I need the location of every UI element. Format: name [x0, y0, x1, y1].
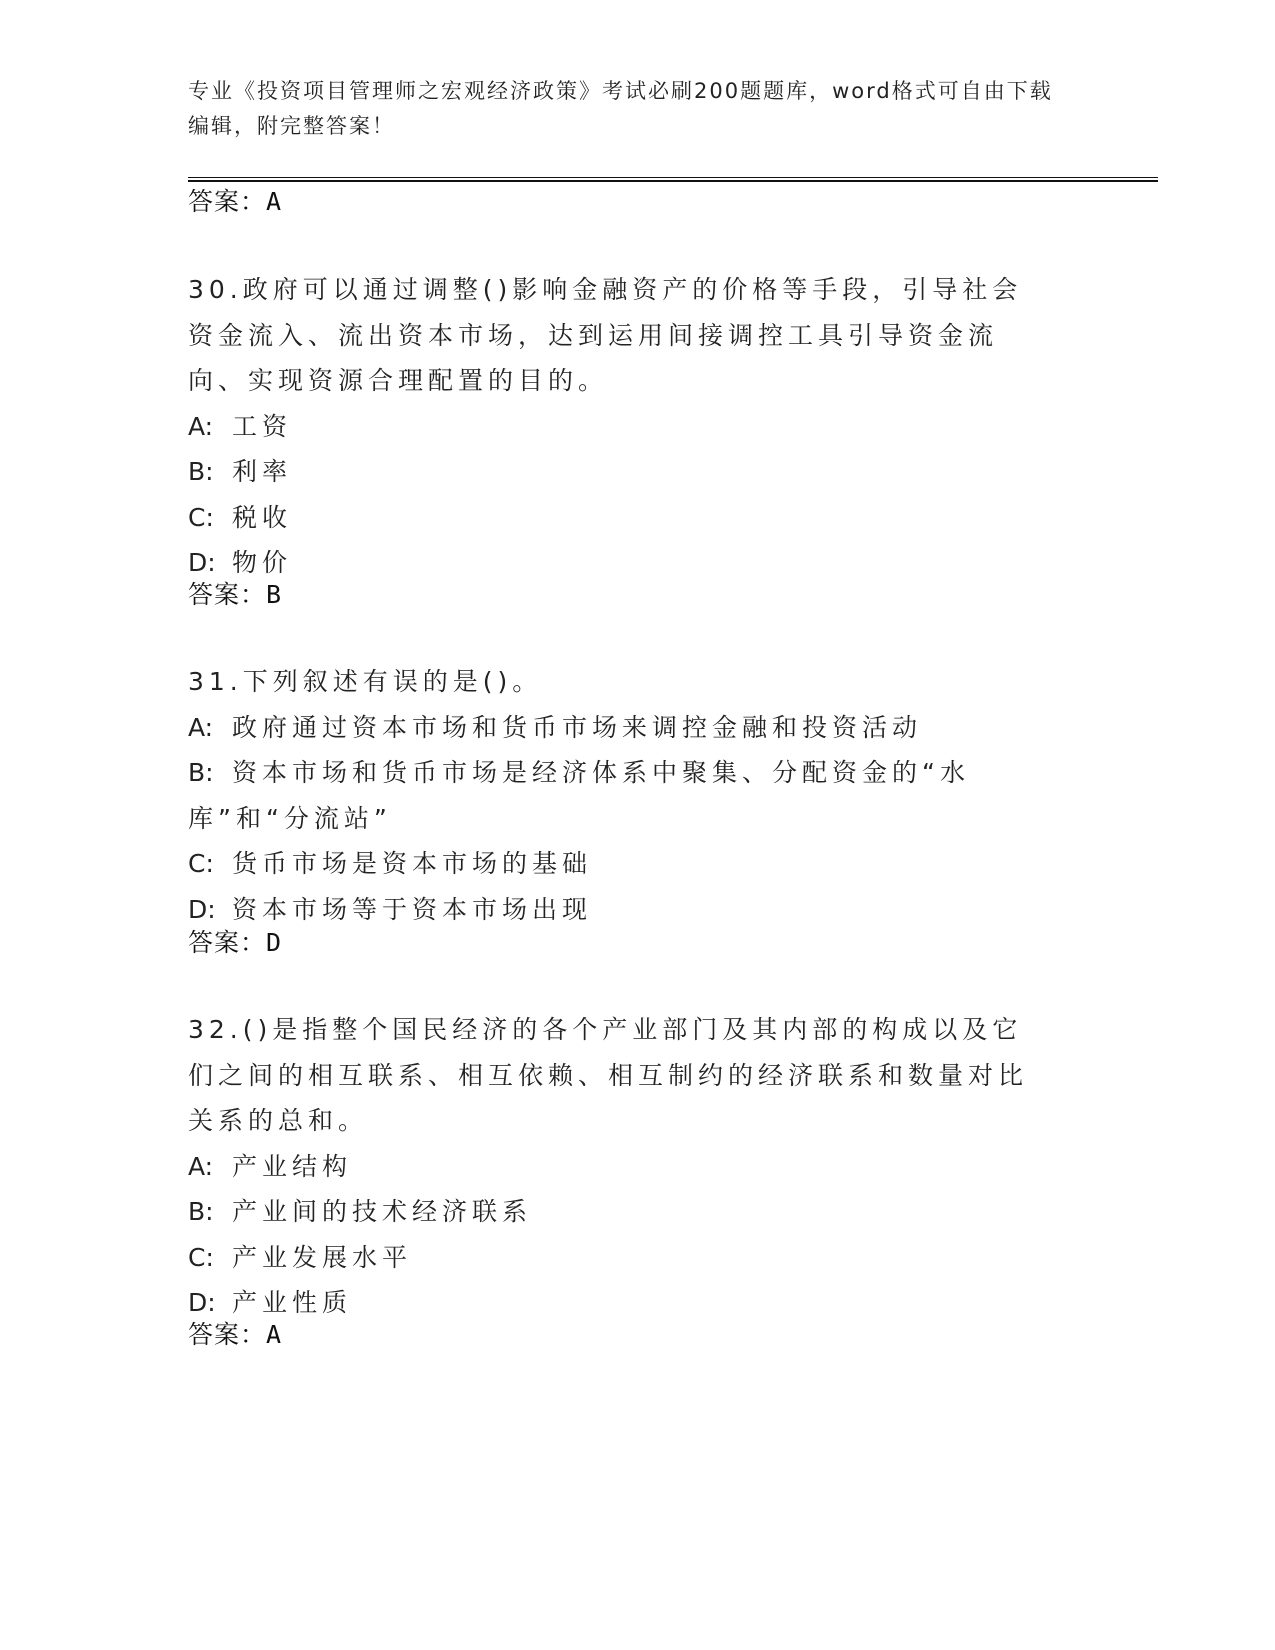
- option-text: 资本市场和货币市场是经济体系中聚集、分配资金的“水库”和“分流站”: [188, 758, 970, 833]
- option-text: 货币市场是资本市场的基础: [232, 849, 593, 878]
- answer-label: 答案：: [188, 187, 267, 216]
- question-stem: 31.下列叙述有误的是()。: [188, 667, 543, 696]
- option-key: A:: [188, 712, 214, 742]
- question-30: [188, 267, 1088, 586]
- option-b: [188, 449, 1088, 495]
- option-text: 物价: [232, 548, 293, 577]
- option-key: B:: [188, 758, 214, 787]
- option-b: [188, 1189, 1088, 1235]
- option-key: A:: [188, 411, 214, 441]
- option-key: C:: [188, 849, 214, 878]
- answer-32: [188, 1320, 282, 1350]
- option-text: 产业性质: [232, 1288, 353, 1317]
- option-d: [188, 887, 1088, 933]
- question-32: [188, 1007, 1088, 1326]
- answer-label: 答案：: [188, 580, 267, 609]
- option-c: [188, 495, 1088, 541]
- answer-label: 答案：: [188, 928, 267, 957]
- option-key: D:: [188, 548, 216, 577]
- option-key: C:: [188, 1242, 214, 1272]
- option-text: 产业间的技术经济联系: [232, 1197, 533, 1226]
- option-d: [188, 1280, 1088, 1326]
- question-stem: 30.政府可以通过调整()影响金融资产的价格等手段，引导社会资金流入、流出资本市场，达到运用间接调控工具引导资金流向、实现资源合理配置的目的。: [188, 275, 1023, 395]
- answer-value: A: [266, 187, 283, 216]
- answer-value: D: [266, 928, 283, 957]
- option-text: 利率: [232, 457, 293, 486]
- option-text: 工资: [232, 411, 293, 441]
- answer-value: A: [266, 1320, 283, 1349]
- answer-value: B: [266, 580, 283, 609]
- option-a: [188, 705, 1088, 751]
- question-31: [188, 659, 1088, 932]
- previous-answer: [188, 187, 282, 217]
- option-c: [188, 841, 1088, 887]
- option-key: A:: [188, 1151, 214, 1181]
- option-text: 产业发展水平: [232, 1242, 413, 1272]
- option-key: D:: [188, 1288, 216, 1317]
- option-b: [188, 750, 1038, 841]
- option-text: 产业结构: [232, 1151, 353, 1181]
- question-stem: 32.()是指整个国民经济的各个产业部门及其内部的构成以及它们之间的相互联系、相互依赖、相互制约的经济联系和数量对比关系的总和。: [188, 1015, 1029, 1135]
- option-d: [188, 540, 1088, 586]
- answer-31: [188, 928, 282, 958]
- option-text: 税收: [232, 502, 293, 532]
- option-a: [188, 1144, 1088, 1190]
- page-header: 专业《投资项目管理师之宏观经济政策》考试必刷200题题库，word格式可自由下载编辑，附完整答案！: [188, 79, 1053, 138]
- option-key: B:: [188, 1197, 214, 1226]
- option-text: 政府通过资本市场和货币市场来调控金融和投资活动: [232, 712, 923, 742]
- option-a: [188, 404, 1088, 450]
- answer-label: 答案：: [188, 1320, 267, 1349]
- option-text: 资本市场等于资本市场出现: [232, 894, 593, 924]
- option-key: C:: [188, 502, 214, 532]
- option-c: [188, 1235, 1088, 1281]
- option-key: B:: [188, 457, 214, 486]
- header-divider: [188, 177, 1158, 182]
- option-key: D:: [188, 894, 216, 924]
- answer-30: [188, 580, 282, 610]
